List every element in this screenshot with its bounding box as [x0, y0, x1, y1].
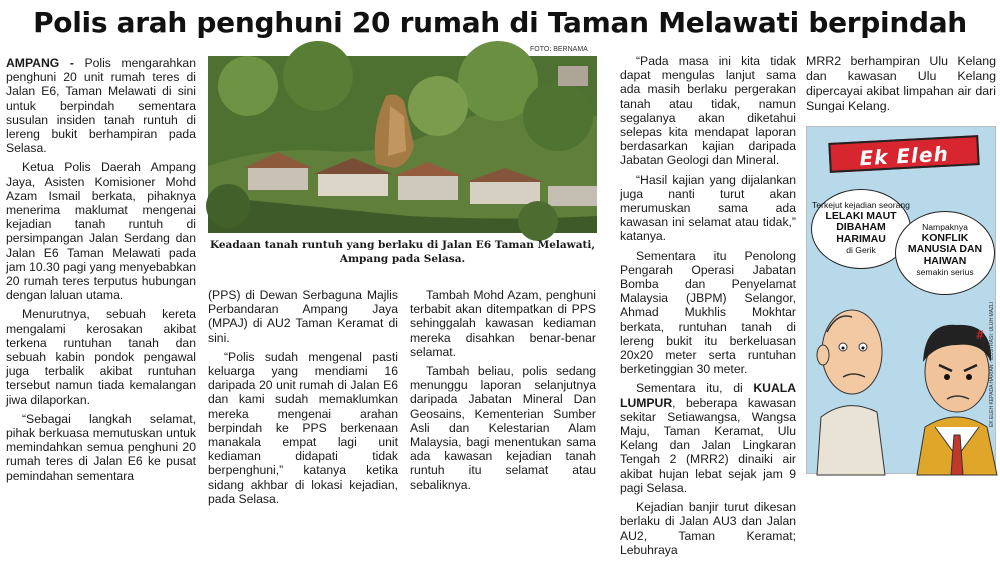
paragraph: Menurutnya, sebuah kereta mengalami kerosakan akibat terkena runtuhan tanah dan sebuah kabin pondok pengawal juga terbalik akibat runtuhan tersebut namun tiada kemalangan jiwa dilaporkan. — [6, 307, 196, 407]
paragraph: Ketua Polis Daerah Ampang Jaya, Asisten Komisioner Mohd Azam Ismail berkata, pihaknya menerima maklumat mengenai kejadian tanah runtuh di persimpangan Jalan Serdang dan Jalan E6 Taman Melawati pada jam 10.30 pagi yang menyebabkan 20 rumah teres terputus hubungan dengan laluan utama. — [6, 160, 196, 303]
headline: Polis arah penghuni 20 rumah di Taman Melawati berpindah — [33, 6, 967, 39]
bubble-text: di Gerik — [846, 245, 876, 255]
paragraph: “Hasil kajian yang dijalankan juga nanti turut akan merumuskan sama ada kawasan ini selamat atau tidak,” katanya. — [620, 172, 796, 244]
article-column-4 — [620, 54, 796, 562]
paragraph: Tambah Mohd Azam, penghuni terbabit akan ditempatkan di PPS sehinggalah kawasan kediaman mereka disahkan benar-benar selamat. — [410, 288, 596, 359]
landslide-photo — [208, 56, 597, 233]
paragraph — [620, 381, 796, 495]
bubble-text: Nampaknya — [922, 222, 968, 232]
place-name: KUALA LUMPUR — [620, 381, 797, 410]
svg-text:#: # — [975, 328, 986, 342]
paragraph: Sementara itu Penolong Pengarah Operasi Jabatan Bomba dan Penyelamat Malaysia (JBPM) Selangor, Ahmad Mukhlis Mokhtar berkata, runtuhan tanah di lereng bukit itu berkeluasan 20x20 meter serta runtuhan berketinggian 30 meter. — [620, 248, 796, 377]
article-column-2 — [208, 288, 398, 511]
bubble-emphasis: KONFLIK MANUSIA DAN HAIWAN — [907, 231, 983, 267]
paragraph-text: Polis mengarahkan penghuni 20 unit rumah teres di Jalan E6, Taman Melawati di sini untuk berpindah sementara susulan insiden tanah runtuh di lereng bukit berhampiran pada Selasa. — [6, 56, 196, 156]
paragraph — [6, 56, 196, 155]
paragraph: “Pada masa ini kita tidak dapat mengulas lanjut sama ada masih berlaku pergerakan tanah atau tidak, namun segalanya akan diketahui selepas kita mendapat laporan berdasarkan kajian daripada Jabatan Geologi dan Mineral. — [620, 54, 796, 168]
paragraph: MRR2 berhampiran Ulu Kelang dan kawasan Ulu Kelang dipercayai akibat limpahan air dari Sungai Kelang. — [806, 54, 996, 113]
photo-credit: FOTO: BERNAMA — [530, 46, 588, 53]
photo-caption — [208, 238, 597, 266]
paragraph-text: , beberapa kawasan sekitar Setiawangsa, Wangsa Maju, Taman Keramat, Ulu Kelang dan Jalan Lingkaran Tengah 2 (MRR2) dinaiki air akibat hujan lebat sejak jam 9 pagi Selasa. — [620, 395, 796, 495]
paragraph-text: Sementara itu, di — [636, 381, 743, 396]
article-column-5 — [806, 54, 996, 119]
cartoon-credit: EK ELEH KEPADA HARIAN · ILUSTRASI: ULUH MAZLI — [989, 301, 995, 427]
paragraph: Tambah beliau, polis sedang menunggu laporan selanjutnya daripada Jabatan Mineral Dan Geosains, Kementerian Sumber Asli dan Kelestarian Alam Malaysia, bagi menentukan sama ada kawasan kejadian tanah runtuh itu selamat atau sebaliknya. — [410, 364, 596, 492]
article-column-3 — [410, 288, 596, 497]
paragraph: “Sebagai langkah selamat, pihak berkuasa memutuskan untuk memindahkan semua penghuni 20 rumah teres di Jalan E6 ke pusat pemindahan sementara — [6, 411, 196, 483]
speech-bubble — [895, 211, 995, 295]
bubble-text: Terkejut kejadian seorang — [812, 200, 910, 210]
editorial-cartoon — [806, 126, 996, 474]
cartoon-title: Ek Eleh — [828, 135, 979, 173]
cartoon-drawing — [807, 127, 997, 475]
paragraph: Kejadian banjir turut dikesan berlaku di Jalan AU3 dan Jalan AU2, Taman Keramat; Lebuhraya — [620, 500, 796, 557]
paragraph: (PPS) di Dewan Serbaguna Majlis Perbandaran Ampang Jaya (MPAJ) di AU2 Taman Keramat di sini. — [208, 288, 398, 345]
article-column-1 — [6, 56, 196, 488]
paragraph: “Polis sudah mengenal pasti keluarga yang mendiami 16 daripada 20 unit rumah di Jalan E6 dan kami sudah memaklumkan mereka mengenai arahan berpindah ke PPS berkenaan manakala empat lagi unit kediaman didapati tidak berpenghuni,” katanya ketika sidang akhbar di lokasi kejadian, pada Selasa. — [208, 349, 398, 506]
caption-line: Keadaan tanah runtuh yang berlaku di Jalan E6 Taman Melawati, — [209, 239, 596, 251]
caption-line: Ampang pada Selasa. — [339, 253, 466, 265]
dateline: AMPANG - — [6, 56, 74, 70]
bubble-emphasis: LELAKI MAUT DIBAHAM HARIMAU — [825, 209, 897, 245]
bubble-text: semakin serius — [916, 267, 974, 277]
